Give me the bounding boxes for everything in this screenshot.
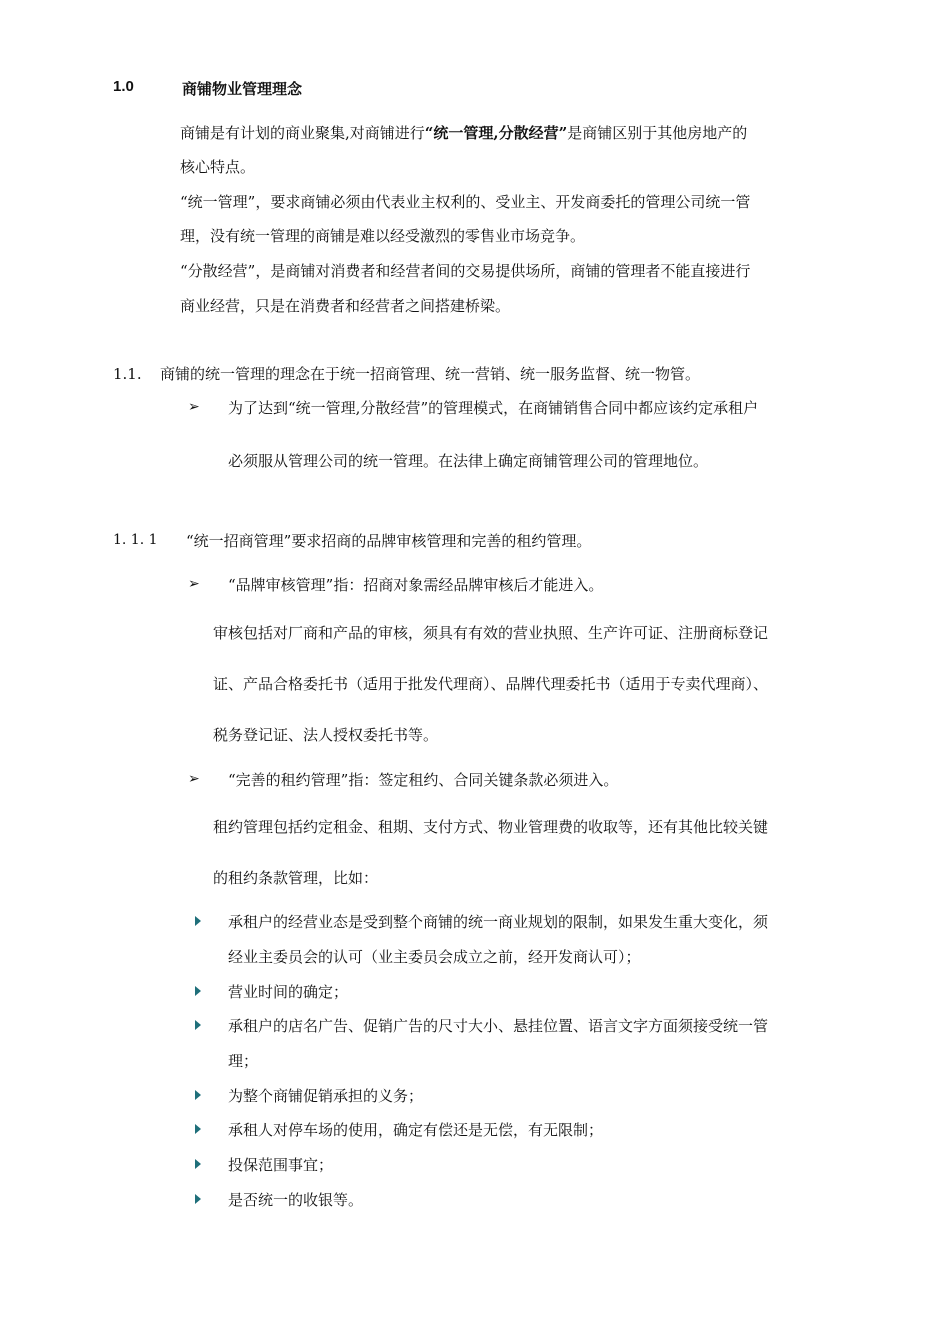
list-item: 承租户的经营业态是受到整个商铺的统一商业规划的限制，如果发生重大变化，须 [228,913,769,931]
list-item-continued: 经业主委员会的认可（业主委员会成立之前，经开发商认可）； [228,948,641,966]
triangle-bullet-icon [195,1020,201,1030]
paragraph-line: 审核包括对厂商和产品的审核，须具有有效的营业执照、生产许可证、注册商标登记 [213,624,769,642]
triangle-bullet-icon [195,986,201,996]
paragraph-line: 商业经营，只是在消费者和经营者之间搭建桥梁。 [180,297,511,315]
paragraph-line: “统一管理”，要求商铺必须由代表业主权利的、受业主、开发商委托的管理公司统一管 [180,193,751,211]
paragraph-line: 税务登记证、法人授权委托书等。 [213,726,439,744]
paragraph-line: 证、产品合格委托书（适用于批发代理商）、品牌代理委托书（适用于专卖代理商）、 [213,675,769,693]
triangle-bullet-icon [195,1124,201,1134]
triangle-bullet-icon [195,1159,201,1169]
paragraph-line: “分散经营”，是商铺对消费者和经营者间的交易提供场所，商铺的管理者不能直接进行 [180,262,751,280]
arrow-bullet-icon: ➢ [188,771,200,787]
paragraph-line: 核心特点。 [180,158,256,176]
list-item: 是否统一的收银等。 [228,1191,364,1209]
bullet-line: 为了达到“统一管理,分散经营”的管理模式，在商铺销售合同中都应该约定承租户 [228,399,759,417]
paragraph-line: 租约管理包括约定租金、租期、支付方式、物业管理费的收取等，还有其他比较关键 [213,818,769,836]
list-item: 承租人对停车场的使用，确定有偿还是无偿，有无限制； [228,1121,604,1139]
bullet-title: “完善的租约管理”指：签定租约、合同关键条款必须进入。 [228,771,619,789]
paragraph-line: 理，没有统一管理的商铺是难以经受激烈的零售业市场竞争。 [180,227,586,245]
bullet-line: 必须服从管理公司的统一管理。在法律上确定商铺管理公司的管理地位。 [228,452,709,470]
triangle-bullet-icon [195,916,201,926]
section-number: 1.0 [113,78,134,95]
list-item: 营业时间的确定； [228,983,349,1001]
paragraph-line: 商铺的统一管理的理念在于统一招商管理、统一营销、统一服务监督、统一物管。 [160,365,701,383]
triangle-bullet-icon [195,1090,201,1100]
text-run: 是商铺区别于其他房地产的 [567,124,748,142]
paragraph-line: 的租约条款管理，比如： [213,869,379,887]
bullet-title: “品牌审核管理”指：招商对象需经品牌审核后才能进入。 [228,576,604,594]
list-item: 投保范围事宜； [228,1156,334,1174]
section-title: 商铺物业管理理念 [182,80,303,98]
text-run: 商铺是有计划的商业聚集,对商铺进行 [180,124,425,142]
section-number: 1. 1. 1 [113,532,158,548]
bold-phrase: “统一管理,分散经营” [424,124,568,142]
list-item: 为整个商铺促销承担的义务； [228,1087,424,1105]
arrow-bullet-icon: ➢ [188,576,200,592]
triangle-bullet-icon [195,1194,201,1204]
paragraph-line [180,123,747,143]
list-item-continued: 理； [228,1052,259,1070]
paragraph-line: “统一招商管理”要求招商的品牌审核管理和完善的租约管理。 [186,532,592,550]
section-number: 1.1. [113,365,142,383]
arrow-bullet-icon: ➢ [188,399,200,415]
list-item: 承租户的店名广告、促销广告的尺寸大小、悬挂位置、语言文字方面须接受统一管 [228,1017,769,1035]
